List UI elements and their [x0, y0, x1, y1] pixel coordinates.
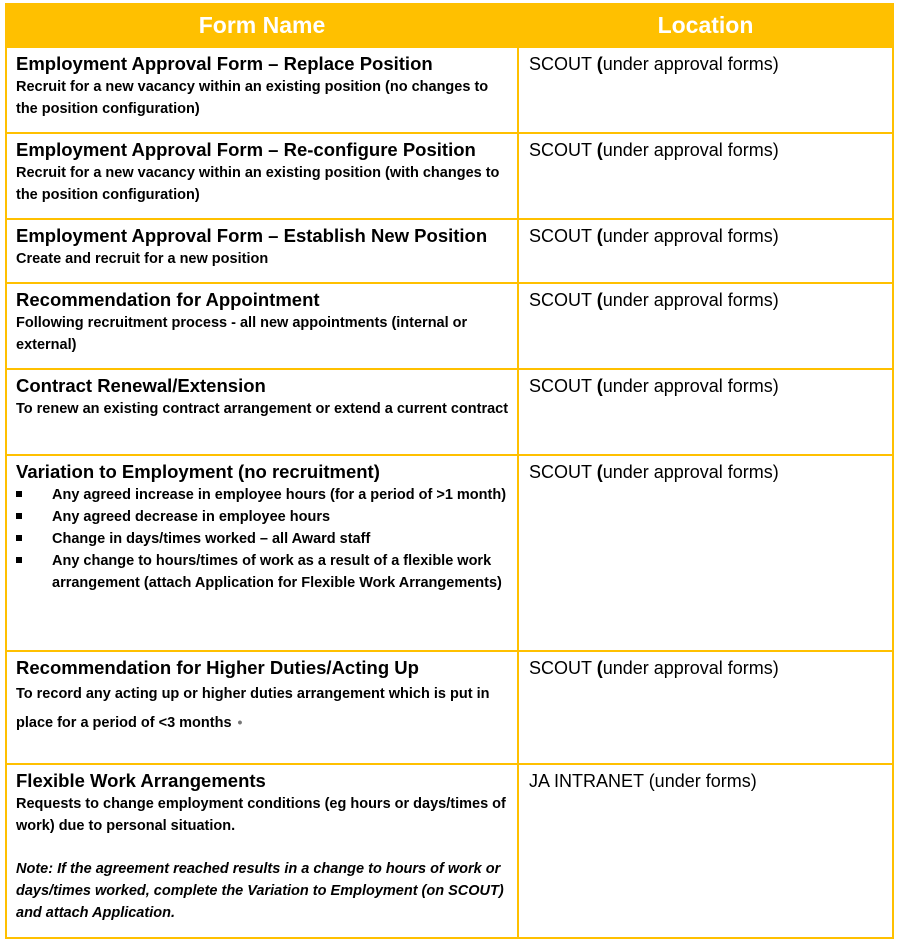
location-cell	[518, 133, 893, 219]
forms-table	[5, 3, 894, 939]
square-bullet-icon	[16, 513, 22, 519]
table-row	[6, 651, 893, 764]
list-item	[16, 550, 511, 594]
form-description: Recruit for a new vacancy within an existing position (with changes to the position configuration)	[16, 165, 500, 203]
form-cell	[6, 764, 518, 938]
form-title: Employment Approval Form – Establish New Position	[16, 225, 488, 246]
location-text: SCOUT	[529, 658, 597, 678]
bullet-list	[16, 484, 511, 594]
location-text: SCOUT	[529, 54, 597, 74]
list-item	[16, 484, 511, 506]
location-paren: (	[596, 290, 603, 310]
form-cell	[6, 283, 518, 369]
form-title: Employment Approval Form – Replace Position	[16, 53, 433, 74]
form-description: Following recruitment process - all new appointments (internal or external)	[16, 315, 468, 353]
location-cell	[518, 369, 893, 455]
table-row	[6, 133, 893, 219]
square-bullet-icon	[16, 557, 22, 563]
form-cell	[6, 47, 518, 133]
table-row	[6, 219, 893, 283]
form-description-text: To record any acting up or higher duties arrangement which is put in place for a period of <3 months	[16, 686, 490, 731]
table-row	[6, 283, 893, 369]
location-paren: (	[596, 226, 603, 246]
location-text: SCOUT	[529, 462, 597, 482]
form-title: Flexible Work Arrangements	[16, 770, 266, 791]
form-note: Note: If the agreement reached results in a change to hours of work or days/times worked, complete the Variation to Employment (on SCOUT) and attach Application.	[16, 861, 504, 921]
form-cell	[6, 651, 518, 764]
location-text: SCOUT	[529, 226, 597, 246]
form-description: Requests to change employment conditions (eg hours or days/times of work) due to personal situation.	[16, 796, 506, 834]
list-item-text: Any agreed decrease in employee hours	[52, 509, 331, 525]
location-detail: under approval forms)	[602, 658, 779, 678]
square-bullet-icon	[16, 491, 22, 497]
location-text: SCOUT	[529, 290, 597, 310]
form-title: Contract Renewal/Extension	[16, 375, 266, 396]
header-form-name: Form Name	[6, 4, 518, 47]
location-cell	[518, 651, 893, 764]
table-row	[6, 455, 893, 651]
form-cell	[6, 133, 518, 219]
list-item-text: Change in days/times worked – all Award staff	[52, 531, 371, 547]
location-detail: under approval forms)	[602, 54, 779, 74]
form-cell	[6, 455, 518, 651]
form-description: Recruit for a new vacancy within an existing position (no changes to the position configuration)	[16, 79, 489, 117]
location-detail: under approval forms)	[602, 226, 779, 246]
table-row	[6, 47, 893, 133]
location-detail: under approval forms)	[602, 140, 779, 160]
location-cell	[518, 455, 893, 651]
table-row	[6, 369, 893, 455]
form-description	[16, 680, 511, 737]
list-item	[16, 506, 511, 528]
location-detail: under approval forms)	[602, 462, 779, 482]
square-bullet-icon	[16, 535, 22, 541]
table-row	[6, 764, 893, 938]
location-cell	[518, 283, 893, 369]
list-item-text: Any change to hours/times of work as a result of a flexible work arrangement (attach Application for Flexible Work Arrangements)	[52, 553, 502, 591]
form-description: Create and recruit for a new position	[16, 251, 269, 267]
form-title: Employment Approval Form – Re-configure Position	[16, 139, 476, 160]
form-description: To renew an existing contract arrangement or extend a current contract	[16, 401, 509, 417]
location-paren: (	[596, 140, 603, 160]
location-paren: (	[596, 658, 603, 678]
location-paren: (	[596, 54, 603, 74]
form-title: Variation to Employment (no recruitment)	[16, 461, 380, 482]
location-cell	[518, 219, 893, 283]
form-title: Recommendation for Appointment	[16, 289, 320, 310]
location-text: SCOUT	[529, 376, 597, 396]
location-text: JA INTRANET (under forms)	[529, 771, 757, 791]
location-detail: under approval forms)	[602, 290, 779, 310]
location-cell	[518, 764, 893, 938]
list-item-text: Any agreed increase in employee hours (for a period of >1 month)	[52, 487, 507, 503]
bullet-mark: •	[237, 714, 243, 730]
header-row	[6, 4, 893, 47]
form-title: Recommendation for Higher Duties/Acting Up	[16, 657, 419, 678]
location-detail: under approval forms)	[602, 376, 779, 396]
location-cell	[518, 47, 893, 133]
location-text: SCOUT	[529, 140, 597, 160]
list-item	[16, 528, 511, 550]
header-location: Location	[518, 4, 893, 47]
location-paren: (	[596, 462, 603, 482]
form-cell	[6, 369, 518, 455]
location-paren: (	[596, 376, 603, 396]
form-cell	[6, 219, 518, 283]
